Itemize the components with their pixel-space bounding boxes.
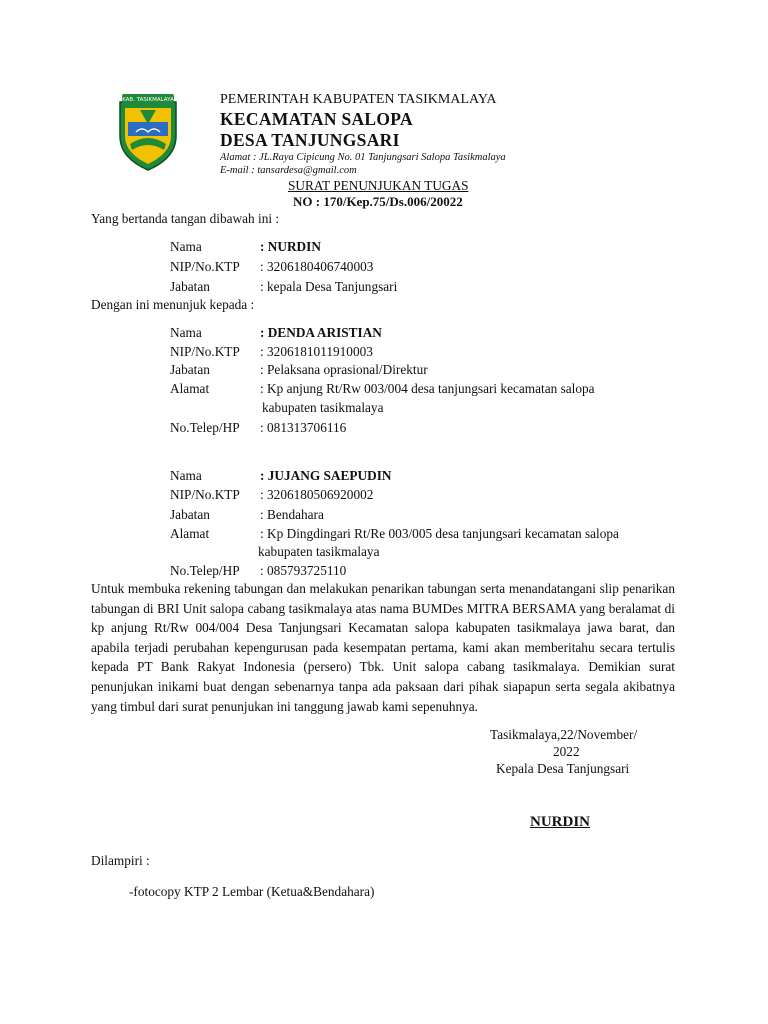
logo-text: KAB. TASIKMALAYA: [122, 97, 174, 103]
email-line: E-mail : tansardesa@gmail.com: [220, 165, 357, 176]
appointee1-phone-row: [170, 420, 670, 439]
signer-position-row: [170, 279, 670, 298]
appointee2-id: : 3206180506920002: [260, 487, 374, 502]
body-paragraph: Untuk membuka rekening tabungan dan melakukan penarikan tabungan serta menandatangani slip penarikan tabungan di BRI Unit salopa cabang tasikmalaya atas nama BUMDes MITRA BERSAMA yang beralamat di kp anjung Rt/Rw 004/004 Desa Tanjungsari Kecamatan salopa kabupaten tasikmalaya jawa barat, dan apabila terjadi perubahan kepengurusan pada kesempatan pertama, kami akan memberitahu secara tertulis kepada PT Bank Rakyat Indonesia (persero) Tbk. Unit salopa cabang tasikmalaya. Demikian surat penunjukan inikami buat dengan sebenarnya tanpa ada paksaan dari pihak siapapun serta segala akibatnya yang timbul dari surat penunjukan ini tanggung jawab kami sepenuhnya.: [91, 581, 675, 714]
appointee1-phone: : 081313706116: [260, 420, 347, 435]
appointee2-phone: : 085793725110: [260, 563, 347, 578]
appointee1-id-row: [170, 344, 670, 363]
appointee1-address-line2: kabupaten tasikmalaya: [262, 400, 384, 415]
appoint-intro: Dengan ini menunjuk kepada :: [91, 297, 255, 312]
appointee1-name: : DENDA ARISTIAN: [260, 325, 382, 340]
appointee2-name-row: [170, 468, 670, 487]
regency-emblem-logo: [116, 92, 180, 172]
attachments-label: Dilampiri :: [91, 853, 150, 868]
village-name: DESA TANJUNGSARI: [220, 130, 400, 150]
appointee2-position: : Bendahara: [260, 507, 324, 522]
appointee2-id-row: [170, 487, 670, 506]
field-label: Jabatan: [170, 507, 210, 522]
signer-name: : NURDIN: [260, 239, 321, 254]
date-year: 2022: [553, 744, 580, 759]
letter-number: NO : 170/Kep.75/Ds.006/20022: [293, 194, 463, 209]
intro-text: Yang bertanda tangan dibawah ini :: [91, 211, 280, 226]
field-label: Nama: [170, 239, 202, 254]
field-label: Alamat: [170, 381, 210, 396]
field-label: No.Telep/HP: [170, 563, 240, 578]
appointee1-position: : Pelaksana oprasional/Direktur: [260, 362, 428, 377]
letter-title: SURAT PENUNJUKAN TUGAS: [288, 178, 469, 193]
address-line: Alamat : JL.Raya Cipicung No. 01 Tanjungsari Salopa Tasikmalaya: [220, 152, 506, 163]
field-label: NIP/No.KTP: [170, 344, 240, 359]
appointee2-address-line1: : Kp Dingdingari Rt/Re 003/005 desa tanjungsari kecamatan salopa: [260, 526, 619, 541]
appointee1-id: : 3206181011910003: [260, 344, 373, 359]
signer-position: : kepala Desa Tanjungsari: [260, 279, 398, 294]
field-label: No.Telep/HP: [170, 420, 240, 435]
signer-name-row: [170, 239, 670, 258]
field-label: Nama: [170, 325, 202, 340]
appointee1-name-row: [170, 325, 670, 344]
district-name: KECAMATAN SALOPA: [220, 109, 413, 129]
government-name: PEMERINTAH KABUPATEN TASIKMALAYA: [220, 92, 497, 107]
signatory-name: NURDIN: [530, 814, 590, 830]
appointee2-address-row2: [170, 544, 670, 563]
appointee1-position-row: [170, 362, 670, 381]
field-label: Jabatan: [170, 362, 210, 377]
field-label: NIP/No.KTP: [170, 487, 240, 502]
field-label: Nama: [170, 468, 202, 483]
field-label: Jabatan: [170, 279, 210, 294]
appointee1-address-row: [170, 381, 670, 400]
appointee2-address-row: [170, 526, 670, 545]
attachment-item: -fotocopy KTP 2 Lembar (Ketua&Bendahara): [129, 884, 375, 899]
field-label: Alamat: [170, 526, 210, 541]
appointee2-address-line2: kabupaten tasikmalaya: [258, 544, 380, 559]
appointee2-name: : JUJANG SAEPUDIN: [260, 468, 392, 483]
place-date: Tasikmalaya,22/November/: [490, 727, 638, 742]
appointee2-position-row: [170, 507, 670, 526]
appointee1-address-row2: [170, 400, 670, 419]
signer-id: : 3206180406740003: [260, 259, 374, 274]
appointee1-address-line1: : Kp anjung Rt/Rw 003/004 desa tanjungsari kecamatan salopa: [260, 381, 595, 396]
field-label: NIP/No.KTP: [170, 259, 240, 274]
signatory-role: Kepala Desa Tanjungsari: [496, 761, 630, 776]
signer-id-row: [170, 259, 670, 278]
